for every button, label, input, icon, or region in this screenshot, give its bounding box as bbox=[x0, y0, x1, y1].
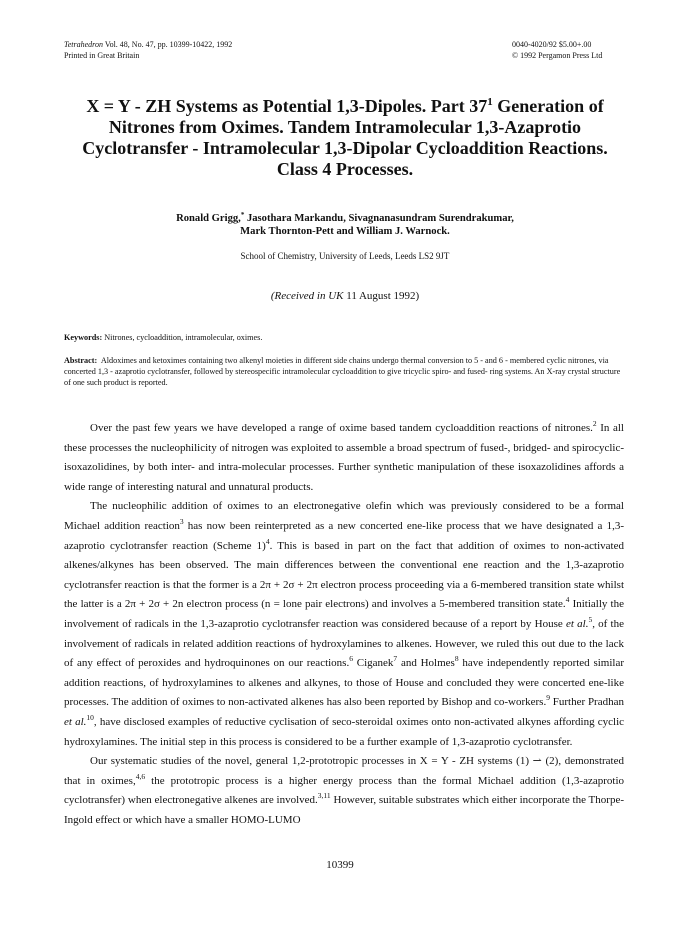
p2-text-7: and Holmes bbox=[397, 657, 455, 670]
author-grigg: Ronald Grigg, bbox=[176, 213, 241, 224]
citation: 5 bbox=[588, 614, 593, 624]
p3-text: Our systematic studies of the novel, general 1,2-prototropic processes in X = Y - ZH systems (1) ⇀ (2), demonstrated that in oximes, bbox=[64, 755, 624, 787]
citation: 6 bbox=[349, 654, 353, 664]
paragraph-2 bbox=[64, 497, 624, 752]
citation: 9 bbox=[546, 693, 550, 703]
citation: 4,6 bbox=[135, 771, 146, 781]
title-footnote-mark: 1 bbox=[487, 96, 493, 108]
abstract-body bbox=[64, 355, 624, 388]
p2-text-4: Initially the involvement of radicals in the 1,3-azaprotio cyclotransfer reaction was considered because of a report by House bbox=[64, 598, 624, 630]
abstract-text: Aldoximes and ketoximes containing two alkenyl moieties in different side chains undergo thermal conversion to 5 - and 6 - membered cyclic nitrones, via concerted 1,3 - azaprotio cyclotransfer, followed by stereospecific intramolecular cycloaddition to give tricyclic spiro- and fused- ring systems. An X-ray crystal structure of one such product is reported. bbox=[64, 356, 621, 387]
journal-header bbox=[64, 40, 232, 61]
citation: 8 bbox=[454, 654, 459, 664]
keywords bbox=[64, 333, 624, 342]
citation: 3,11 bbox=[317, 791, 331, 801]
keywords-label: Keywords: bbox=[64, 333, 103, 342]
authors-line-1: Jasothara Markandu, Sivagnanasundram Surendrakumar, bbox=[244, 213, 514, 224]
p3-text-2: the prototropic process is a higher energy process than the formal Michael addition (1,3-azaprotio cyclotransfer) when electronegative alkenes are involved. bbox=[64, 774, 625, 807]
received-day: 11 August 1992) bbox=[343, 290, 420, 302]
citation: 7 bbox=[393, 654, 398, 664]
main-text bbox=[64, 419, 624, 830]
authors-line-2: Mark Thornton-Pett and William J. Warnock. bbox=[240, 226, 450, 237]
received-uk: UK bbox=[328, 290, 344, 302]
keywords-text: Nitrones, cycloaddition, intramolecular, oximes. bbox=[102, 333, 263, 342]
title-text: X = Y - ZH Systems as Potential 1,3-Dipoles. Part 37 bbox=[86, 96, 488, 116]
et-al: et al. bbox=[64, 715, 87, 728]
publisher-header bbox=[512, 40, 602, 61]
p2-text-3: . This is based in part on the fact that addition of oximes to non-activated alkenes/alkynes has been observed. The main differences between the conventional ene reaction and the 1,3-azaprotio cyclotransfer reaction is that the former is a 2π + 2σ + 2π electron process proceeding via a 6-membered transition state whilst the latter is a 2π + 2σ + 2n electron process (n = lone pair electrons) and involves a 5-membered transition state. bbox=[64, 539, 624, 611]
p1-text-2: In all these processes the nucleophilicity of nitrogen was exploited to assemble a broad spectrum of fused-, bridged- and spirocyclic-isoxazolidines, by both inter- and intra-molecular processes. Further synthetic manipulation of these isoxazolidines affords a wide range of interesting natural and unnatural products. bbox=[64, 422, 624, 493]
page-number: 10399 bbox=[326, 859, 354, 871]
title-text-continued: Generation of Nitrones from Oximes. Tandem Intramolecular 1,3-Azaprotio Cyclotransfer - Intramolecular 1,3-Dipolar Cycloaddition Reactions. Class 4 Processes. bbox=[82, 96, 608, 179]
price-code: 0040-4020/92 $5.00+.00 bbox=[512, 40, 592, 49]
citation: 10 bbox=[86, 712, 94, 722]
citation: 4 bbox=[565, 595, 570, 605]
paragraph-3 bbox=[64, 752, 624, 830]
citation: 3 bbox=[179, 516, 184, 526]
citation: 4 bbox=[265, 536, 270, 546]
author-list bbox=[60, 212, 630, 238]
journal-name: Tetrahedron bbox=[64, 40, 103, 49]
received-open: (Received in bbox=[270, 290, 329, 302]
p2-text-5: , of the involvement of radicals in related addition reactions of hydroxylamines to alkenes. However, we ruled this out due to the lack of any effect of peroxides and hydroquinones on our reactions. bbox=[64, 617, 624, 670]
p2-text-2: has now been reinterpreted as a new concerted ene-like process that we have designated a 1,3-azaprotio cyclotransfer reaction (Scheme 1) bbox=[64, 519, 624, 552]
p2-text: The nucleophilic addition of oximes to an electronegative olefin which was previously considered to be a formal Michael addition reaction bbox=[64, 500, 624, 532]
abstract-label: Abstract: bbox=[64, 356, 98, 365]
affiliation: School of Chemistry, University of Leeds, Leeds LS2 9JT bbox=[240, 251, 450, 261]
p1-text: Over the past few years we have developed a range of oxime based tandem cycloaddition reactions of nitrones. bbox=[90, 422, 593, 434]
received-date bbox=[60, 290, 630, 302]
p3-text-3: However, suitable substrates which either incorporate the Thorpe-Ingold effect or which have a smaller HOMO-LUMO bbox=[64, 794, 624, 826]
corresponding-author-mark: * bbox=[240, 211, 245, 219]
citation: 2 bbox=[592, 419, 597, 428]
p2-text-6: Ciganek bbox=[352, 657, 394, 670]
volume-info: Vol. 48, No. 47, pp. 10399-10422, 1992 bbox=[102, 40, 233, 49]
et-al: et al. bbox=[565, 617, 589, 630]
p2-text-9: Further Pradhan bbox=[549, 696, 624, 709]
p2-text-10: , have disclosed examples of reductive cyclisation of seco-steroidal oximes onto non-activated alkynes affording cyclic hydroxylamines. The initial step in this process is considered to be a further example of 1,3-azaprotio cyclotransfer. bbox=[64, 715, 625, 748]
copyright: © 1992 Pergamon Press Ltd bbox=[512, 50, 603, 60]
printed-note: Printed in Great Britain bbox=[64, 50, 140, 60]
p2-text-8: have independently reported similar addition reactions, of hydroxylamines to alkenes and alkynes, to those of House and concluded they were concerted ene-like processes. The addition of oximes to non-activated alkenes has also been reported by Bishop and co-workers. bbox=[64, 657, 624, 709]
paper-title bbox=[60, 96, 630, 180]
paragraph-1 bbox=[64, 419, 624, 497]
